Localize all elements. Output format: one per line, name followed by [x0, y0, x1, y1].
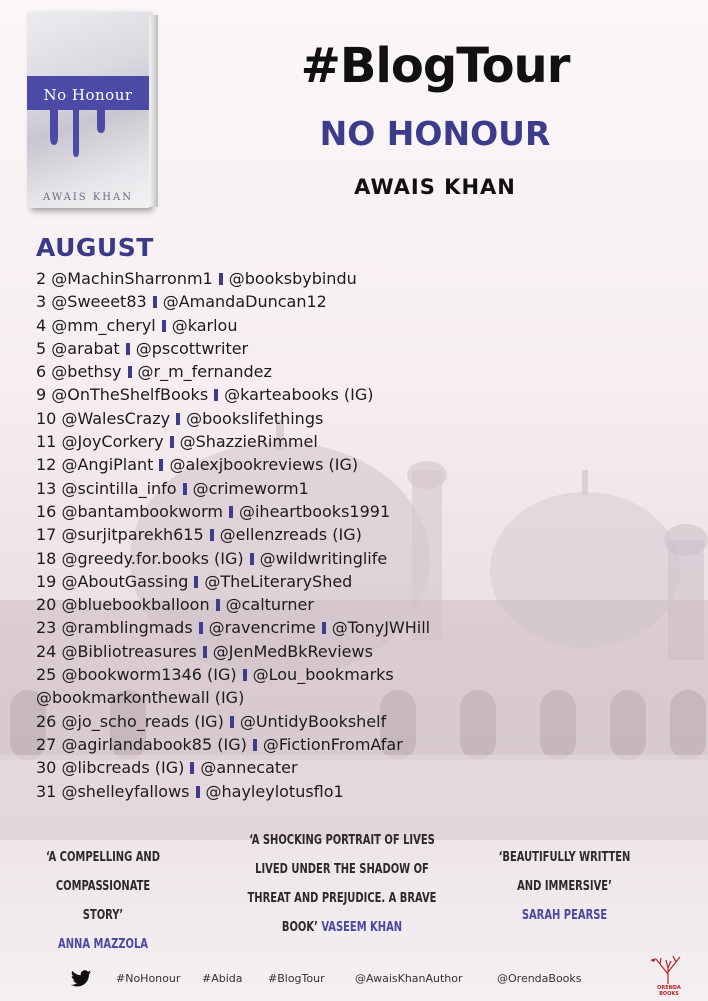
schedule-day: 19 — [36, 571, 57, 591]
schedule-entry — [36, 756, 430, 779]
quote-line: ‘A COMPELLING AND — [46, 850, 160, 865]
schedule-day: 27 — [36, 734, 57, 754]
blogger-handle[interactable]: @hayleylotusflo1 — [205, 781, 344, 801]
blogger-handle[interactable]: @OnTheShelfBooks — [51, 385, 209, 405]
schedule-entry — [36, 453, 430, 476]
book-cover-author: AWAIS KHAN — [43, 192, 133, 203]
handle-separator — [214, 389, 218, 401]
schedule-entry — [36, 337, 430, 360]
quote-line: ‘BEAUTIFULLY WRITTEN — [498, 850, 631, 865]
blogger-handle[interactable]: @wildwritinglife — [259, 548, 388, 568]
quote-line: BOOK’ — [281, 920, 318, 935]
handle-separator — [253, 739, 257, 751]
blogger-handle[interactable]: @jo_scho_reads (IG) — [61, 711, 224, 731]
blogger-handle[interactable]: @iheartbooks1991 — [238, 501, 391, 521]
schedule-day: 23 — [36, 618, 57, 638]
footer-tag[interactable]: #BlogTour — [268, 972, 325, 985]
schedule-list — [36, 267, 430, 803]
quote-line: COMPASSIONATE STORY’ — [55, 879, 151, 923]
hashtag-title: #BlogTour — [300, 38, 570, 94]
quote-3 — [494, 843, 634, 930]
book-cover — [27, 12, 160, 210]
quote-attribution: SARAH PEARSE — [521, 908, 608, 923]
schedule-entry — [36, 780, 430, 803]
blogger-handle[interactable]: @ellenzreads (IG) — [219, 525, 362, 545]
handle-separator — [322, 622, 326, 634]
blogger-handle[interactable]: @karteabooks (IG) — [224, 385, 374, 405]
paint-drip-graphic — [45, 97, 115, 157]
quote-line: AND IMMERSIVE’ — [517, 879, 612, 894]
quote-1 — [39, 843, 167, 959]
blogger-handle[interactable]: @ramblingmads — [61, 618, 193, 638]
book-title: NO HONOUR — [319, 114, 551, 153]
blogger-handle[interactable]: @ravencrime — [208, 618, 316, 638]
blogger-handle[interactable]: @mm_cheryl — [51, 315, 156, 335]
schedule-day: 3 — [36, 292, 47, 312]
schedule-entry — [36, 314, 430, 337]
handle-separator — [243, 669, 247, 681]
quote-line: LIVED UNDER THE SHADOW OF — [255, 862, 429, 877]
handle-separator — [126, 343, 130, 355]
handle-separator — [230, 716, 234, 728]
schedule-entry — [36, 593, 430, 616]
schedule-day: 25 — [36, 665, 57, 685]
blogger-handle[interactable]: @agirlandabook85 (IG) — [61, 734, 247, 754]
blogger-handle[interactable]: @libcreads (IG) — [61, 758, 185, 778]
schedule-day: 11 — [36, 432, 57, 452]
blogger-handle[interactable]: @TonyJWHill — [331, 618, 431, 638]
schedule-day: 6 — [36, 362, 47, 382]
orenda-books-label: ORENDA BOOKS — [657, 985, 681, 997]
handle-separator — [162, 320, 166, 332]
schedule-day: 5 — [36, 338, 47, 358]
schedule-entry — [36, 663, 430, 686]
schedule-entry — [36, 686, 430, 709]
blogger-handle[interactable]: @bethsy — [51, 362, 122, 382]
blogger-handle[interactable]: @bookworm1346 (IG) — [61, 665, 237, 685]
handle-separator — [153, 296, 157, 308]
schedule-entry — [36, 383, 430, 406]
schedule-entry — [36, 570, 430, 593]
blogger-handle[interactable]: @AboutGassing — [61, 571, 189, 591]
quote-line: THREAT AND PREJUDICE. A BRAVE — [247, 891, 437, 906]
schedule-entry — [36, 477, 430, 500]
schedule-day: 31 — [36, 781, 57, 801]
schedule-entry — [36, 523, 430, 546]
schedule-entry — [36, 710, 430, 733]
blogger-handle[interactable]: @annecater — [200, 758, 298, 778]
blogger-handle[interactable]: @bookmarkonthewall (IG) — [36, 688, 245, 708]
blogger-handle[interactable]: @crimeworm1 — [192, 478, 309, 498]
blogger-handle[interactable]: @surjitparekh615 — [61, 525, 204, 545]
schedule-day: 17 — [36, 525, 57, 545]
handle-separator — [190, 762, 194, 774]
blogger-handle[interactable]: @calturner — [225, 595, 314, 615]
blogger-handle[interactable]: @JoyCorkery — [61, 432, 164, 452]
blogger-handle[interactable]: @r_m_fernandez — [137, 362, 272, 382]
schedule-day: 16 — [36, 501, 57, 521]
blogger-handle[interactable]: @alexjbookreviews (IG) — [169, 455, 359, 475]
schedule-entry — [36, 547, 430, 570]
footer-tag[interactable]: #NoHonour — [116, 972, 181, 985]
quote-line-with-attribution — [240, 913, 444, 942]
handle-separator — [183, 483, 187, 495]
handle-separator — [210, 529, 214, 541]
handle-separator — [199, 622, 203, 634]
handle-separator — [170, 436, 174, 448]
blogger-handle[interactable]: @shelleyfallows — [61, 781, 190, 801]
blogger-handle[interactable]: @TheLiteraryShed — [204, 571, 353, 591]
schedule-entry — [36, 267, 430, 290]
blogger-handle[interactable]: @booksbybindu — [228, 269, 357, 288]
handle-separator — [159, 459, 163, 471]
handle-separator — [196, 786, 200, 798]
blogger-handle[interactable]: @WalesCrazy — [61, 408, 171, 428]
quote-line: ‘A SHOCKING PORTRAIT OF LIVES — [249, 833, 435, 848]
author-name: AWAIS KHAN — [354, 175, 516, 199]
schedule-day: 12 — [36, 455, 57, 475]
schedule-day: 9 — [36, 385, 47, 405]
blogger-handle[interactable]: @arabat — [51, 338, 120, 358]
handle-separator — [250, 553, 254, 565]
handle-separator — [216, 599, 220, 611]
schedule-day: 24 — [36, 641, 57, 661]
blogger-handle[interactable]: @MachinSharronm1 — [51, 269, 213, 288]
blogger-handle[interactable]: @Sweeet83 — [51, 292, 147, 312]
blogger-handle[interactable]: @bluebookballoon — [61, 595, 210, 615]
quote-2 — [240, 826, 444, 942]
blogger-handle[interactable]: @bookslifethings — [186, 408, 324, 428]
footer-hashtags — [70, 968, 630, 990]
blogger-handle[interactable]: @bantambookworm — [61, 501, 223, 521]
schedule-day: 4 — [36, 315, 47, 335]
handle-separator — [128, 366, 132, 378]
schedule-day: 10 — [36, 408, 57, 428]
blogger-handle[interactable]: @scintilla_info — [61, 478, 177, 498]
schedule-entry — [36, 360, 430, 383]
quote-attribution: VASEEM KHAN — [321, 920, 403, 935]
schedule-entry — [36, 407, 430, 430]
blogger-handle[interactable]: @FictionFromAfar — [262, 734, 403, 754]
blogger-handle[interactable]: @ShazzieRimmel — [179, 432, 318, 452]
quote-attribution: ANNA MAZZOLA — [58, 937, 148, 952]
schedule-entry — [36, 640, 430, 663]
blogger-handle[interactable]: @AngiPlant — [61, 455, 154, 475]
blogger-handle[interactable]: @JenMedBkReviews — [212, 641, 373, 661]
blogger-handle[interactable]: @Lou_bookmarks — [252, 665, 394, 685]
schedule-day: 18 — [36, 548, 57, 568]
schedule-day: 20 — [36, 595, 57, 615]
footer-tag[interactable]: @AwaisKhanAuthor — [355, 972, 463, 985]
schedule-day: 30 — [36, 758, 57, 778]
handle-separator — [176, 413, 180, 425]
handle-separator — [219, 273, 223, 285]
blogger-handle[interactable]: @greedy.for.books (IG) — [61, 548, 244, 568]
month-heading: AUGUST — [36, 233, 154, 262]
handle-separator — [203, 646, 207, 658]
schedule-entry — [36, 500, 430, 523]
twitter-icon[interactable] — [70, 968, 92, 990]
blogger-handle[interactable]: @UntidyBookshelf — [239, 711, 387, 731]
schedule-entry — [36, 430, 430, 453]
schedule-entry — [36, 290, 430, 313]
schedule-entry — [36, 616, 430, 639]
footer-tag[interactable]: @OrendaBooks — [497, 972, 582, 985]
handle-separator — [194, 576, 198, 588]
book-cover-title: No Honour — [43, 86, 133, 104]
blogger-handle[interactable]: @karlou — [171, 315, 238, 335]
schedule-day: 26 — [36, 711, 57, 731]
blogger-handle[interactable]: @pscottwriter — [135, 338, 249, 358]
schedule-day: 13 — [36, 478, 57, 498]
handle-separator — [229, 506, 233, 518]
schedule-entry — [36, 733, 430, 756]
schedule-day: 2 — [36, 269, 47, 288]
blogger-handle[interactable]: @AmandaDuncan12 — [162, 292, 327, 312]
blogger-handle[interactable]: @Bibliotreasures — [61, 641, 197, 661]
footer-tag[interactable]: #Abida — [202, 972, 243, 985]
